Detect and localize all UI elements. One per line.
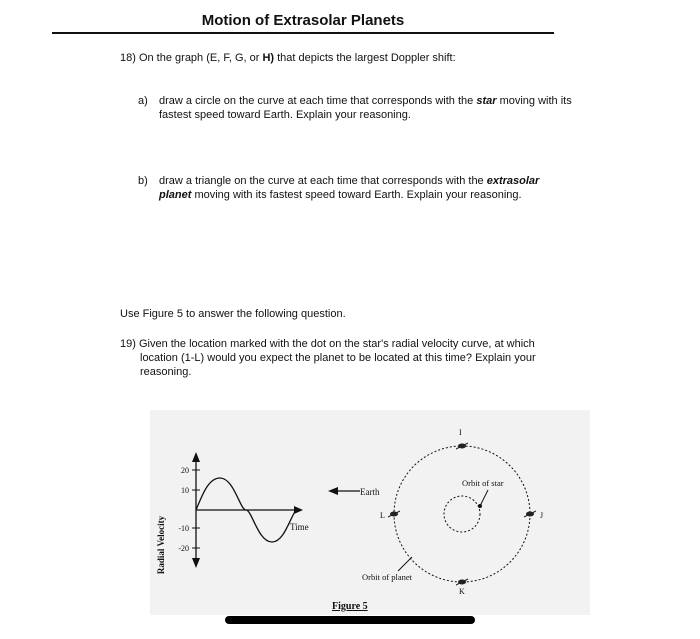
q19-line1: 19) Given the location marked with the dot on the star's radial velocity curve, at which [120,338,535,350]
y-tick-label-minus-10: -10 [178,524,189,533]
q18a-line1-pre: draw a circle on the curve at each time that corresponds with the [159,95,477,107]
home-indicator-bar [225,616,475,624]
q18b-line2-post: moving with its fastest speed toward Earth. Explain your reasoning. [191,189,522,201]
figure-caption: Figure 5 [332,601,368,612]
y-axis-label: Radial Velocity [156,515,166,575]
page-title: Motion of Extrasolar Planets [201,12,405,29]
y-axis-arrow-down [192,558,200,568]
orbit-of-star-label: Orbit of star [462,478,504,488]
q19-line3: reasoning. [140,366,192,378]
y-tick-label-20: 20 [181,466,189,475]
title-underline [52,32,554,34]
position-label-i: I [459,428,462,437]
q18-suffix: that depicts the largest Doppler shift: [274,52,456,64]
y-tick-label-minus-20: -20 [178,544,189,553]
q18b-line1-pre: draw a triangle on the curve at each time that corresponds with the [159,175,487,187]
position-label-k: K [459,587,465,596]
figure-5 [150,410,590,615]
q18b-emphasis-1: extrasolar [486,175,540,187]
q19-line2: location (1-L) would you expect the planet to be located at this time? Explain your [140,352,536,364]
use-figure-instruction: Use Figure 5 to answer the following question. [120,308,346,320]
y-axis-arrow-up [192,452,200,462]
earth-arrow-head [328,487,338,495]
star-orbit [444,496,480,532]
star-orbit-pointer [480,490,488,506]
q18b-label: b) [138,175,148,187]
q18-bold: H) [262,52,275,64]
q18a-text [159,94,599,122]
q18b-emphasis-2: planet [159,189,192,201]
position-label-l: L [380,511,385,520]
q18-prefix: 18) On the graph (E, F, G, or [120,52,263,64]
planet-position-j [524,511,543,520]
question-18 [120,51,456,65]
planet-position-l [380,511,400,520]
orbit-of-planet-label: Orbit of planet [362,572,413,582]
x-axis-label: Time [290,522,309,532]
planet-orbit-pointer [398,557,412,571]
q18a-emphasis: star [476,95,497,107]
figure-5-drawing [150,410,590,615]
q18b-text [159,174,599,202]
earth-label: Earth [360,487,380,497]
question-19 [120,337,590,379]
planet-position-k [456,579,468,596]
q18a-label: a) [138,95,148,107]
planet-orbit [394,446,530,582]
q18a-line2: fastest speed toward Earth. Explain your reasoning. [159,109,411,121]
y-tick-label-10: 10 [181,486,189,495]
q18a-line1-post: moving with its [496,95,572,107]
position-label-j: J [540,511,544,520]
